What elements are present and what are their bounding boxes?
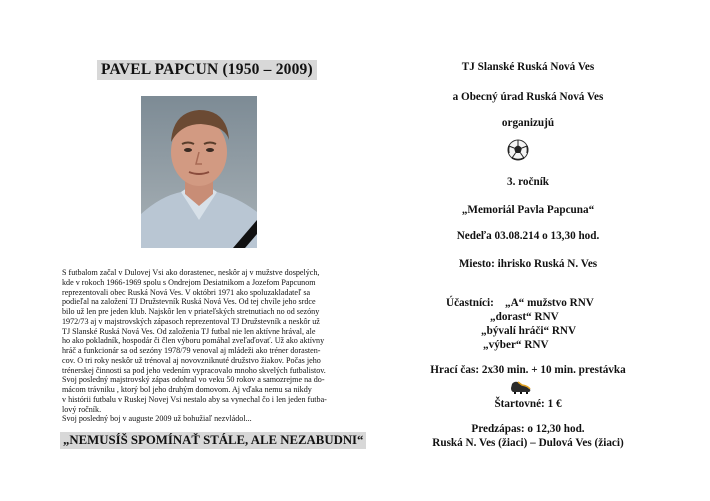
bio-line: cov. O tri roky neskôr už trénoval aj novovzniknuté družstvo žiakov. Počas jeho (62, 355, 321, 365)
bio-line: kde v rokoch 1966-1969 spolu s Ondrejom Desiatnikom a Jozefom Papcunom (62, 277, 316, 287)
participant-item: „bývalí hráči“ RNV (481, 325, 577, 337)
bio-line: 1972/73 aj v majstrovských zápasoch reprezentoval TJ Družstevník a neskôr už (62, 316, 320, 326)
bio-line: trénerskej činnosti sa pod jeho vedením vypracovalo mnoho skvelých futbalistov. (62, 365, 326, 375)
participant-item: „výber“ RNV (483, 339, 549, 351)
participant-item: „dorast“ RNV (490, 311, 559, 323)
bio-line: bilo už len pre jeden klub. Najskôr len v priateľských stretnutiach no od sezóny (62, 307, 320, 316)
entry-fee: Štartovné: 1 € (494, 398, 562, 410)
biography-text (62, 268, 347, 424)
bio-line: Svoj posledný boj v auguste 2009 už bohužiaľ nezvládol... (62, 414, 252, 424)
memorial-motto: „NEMUSÍŠ SPOMÍNAŤ STÁLE, ALE NEZABUDNI“ (60, 432, 366, 449)
organizer-municipality: a Obecný úrad Ruská Nová Ves (452, 91, 604, 103)
event-name: „Memoriál Pavla Papcuna“ (461, 204, 595, 216)
bio-line: ho ako pokladník, hospodár či člen výboru pomáhal zveľaďovať. Už ako aktívny (62, 336, 325, 346)
portrait-photo (141, 96, 257, 248)
bio-line: Svoj posledný majstrovský zápas odohral vo veku 50 rokov a samozrejme na do- (62, 375, 325, 385)
organize-text: organizujú (501, 117, 555, 129)
event-place: Miesto: ihrisko Ruská N. Ves (458, 258, 598, 270)
edition: 3. ročník (506, 176, 550, 188)
bio-line: v histórii futbalu v Ruskej Novej Vsi nestalo aby sa vynechal čo i len jeden futba- (62, 394, 327, 404)
prematch-teams: Ruská N. Ves (žiaci) – Dulová Ves (žiaci) (432, 437, 624, 449)
prematch-time: Predzápas: o 12,30 hod. (471, 423, 585, 435)
bio-line: lový ročník. (62, 404, 102, 414)
bio-line: hráč a funkcionár sa od sezóny 1978/79 venoval aj mládeži ako tréner dorasten- (62, 346, 321, 355)
portrait-illustration (141, 96, 257, 248)
bio-line: TJ Slanské Ruská Nová Ves. Od založenia TJ futbal nie len aktívne hrával, ale (62, 326, 316, 336)
organizer-club: TJ Slanské Ruská Nová Ves (461, 61, 595, 73)
football-boot-icon (510, 380, 532, 394)
bio-line: mácom trávniku , ktorý bol jeho druhým domovom. Aj vďaka nemu sa nikdy (62, 385, 312, 394)
bio-line: S futbalom začal v Dulovej Vsi ako dorastenec, neskôr aj v mužstve dospelých, (62, 268, 320, 277)
bio-line: podieľal na založení TJ Družstevník Ruská Nová Ves. Od tej chvíle jeho srdce (62, 297, 316, 307)
participants-label: Účastníci: (446, 297, 494, 309)
event-date: Nedeľa 03.08.214 o 13,30 hod. (456, 230, 600, 242)
bio-line: reprezentovali obec Ruská Nová Ves. V októbri 1971 ako spoluzakladateľ sa (62, 287, 311, 297)
soccer-ball-icon (507, 139, 529, 161)
participant-item: „A“ mužstvo RNV (505, 297, 594, 309)
playing-time: Hrací čas: 2x30 min. + 10 min. prestávka (430, 364, 626, 376)
memorial-person-title: PAVEL PAPCUN (1950 – 2009) (97, 60, 317, 80)
